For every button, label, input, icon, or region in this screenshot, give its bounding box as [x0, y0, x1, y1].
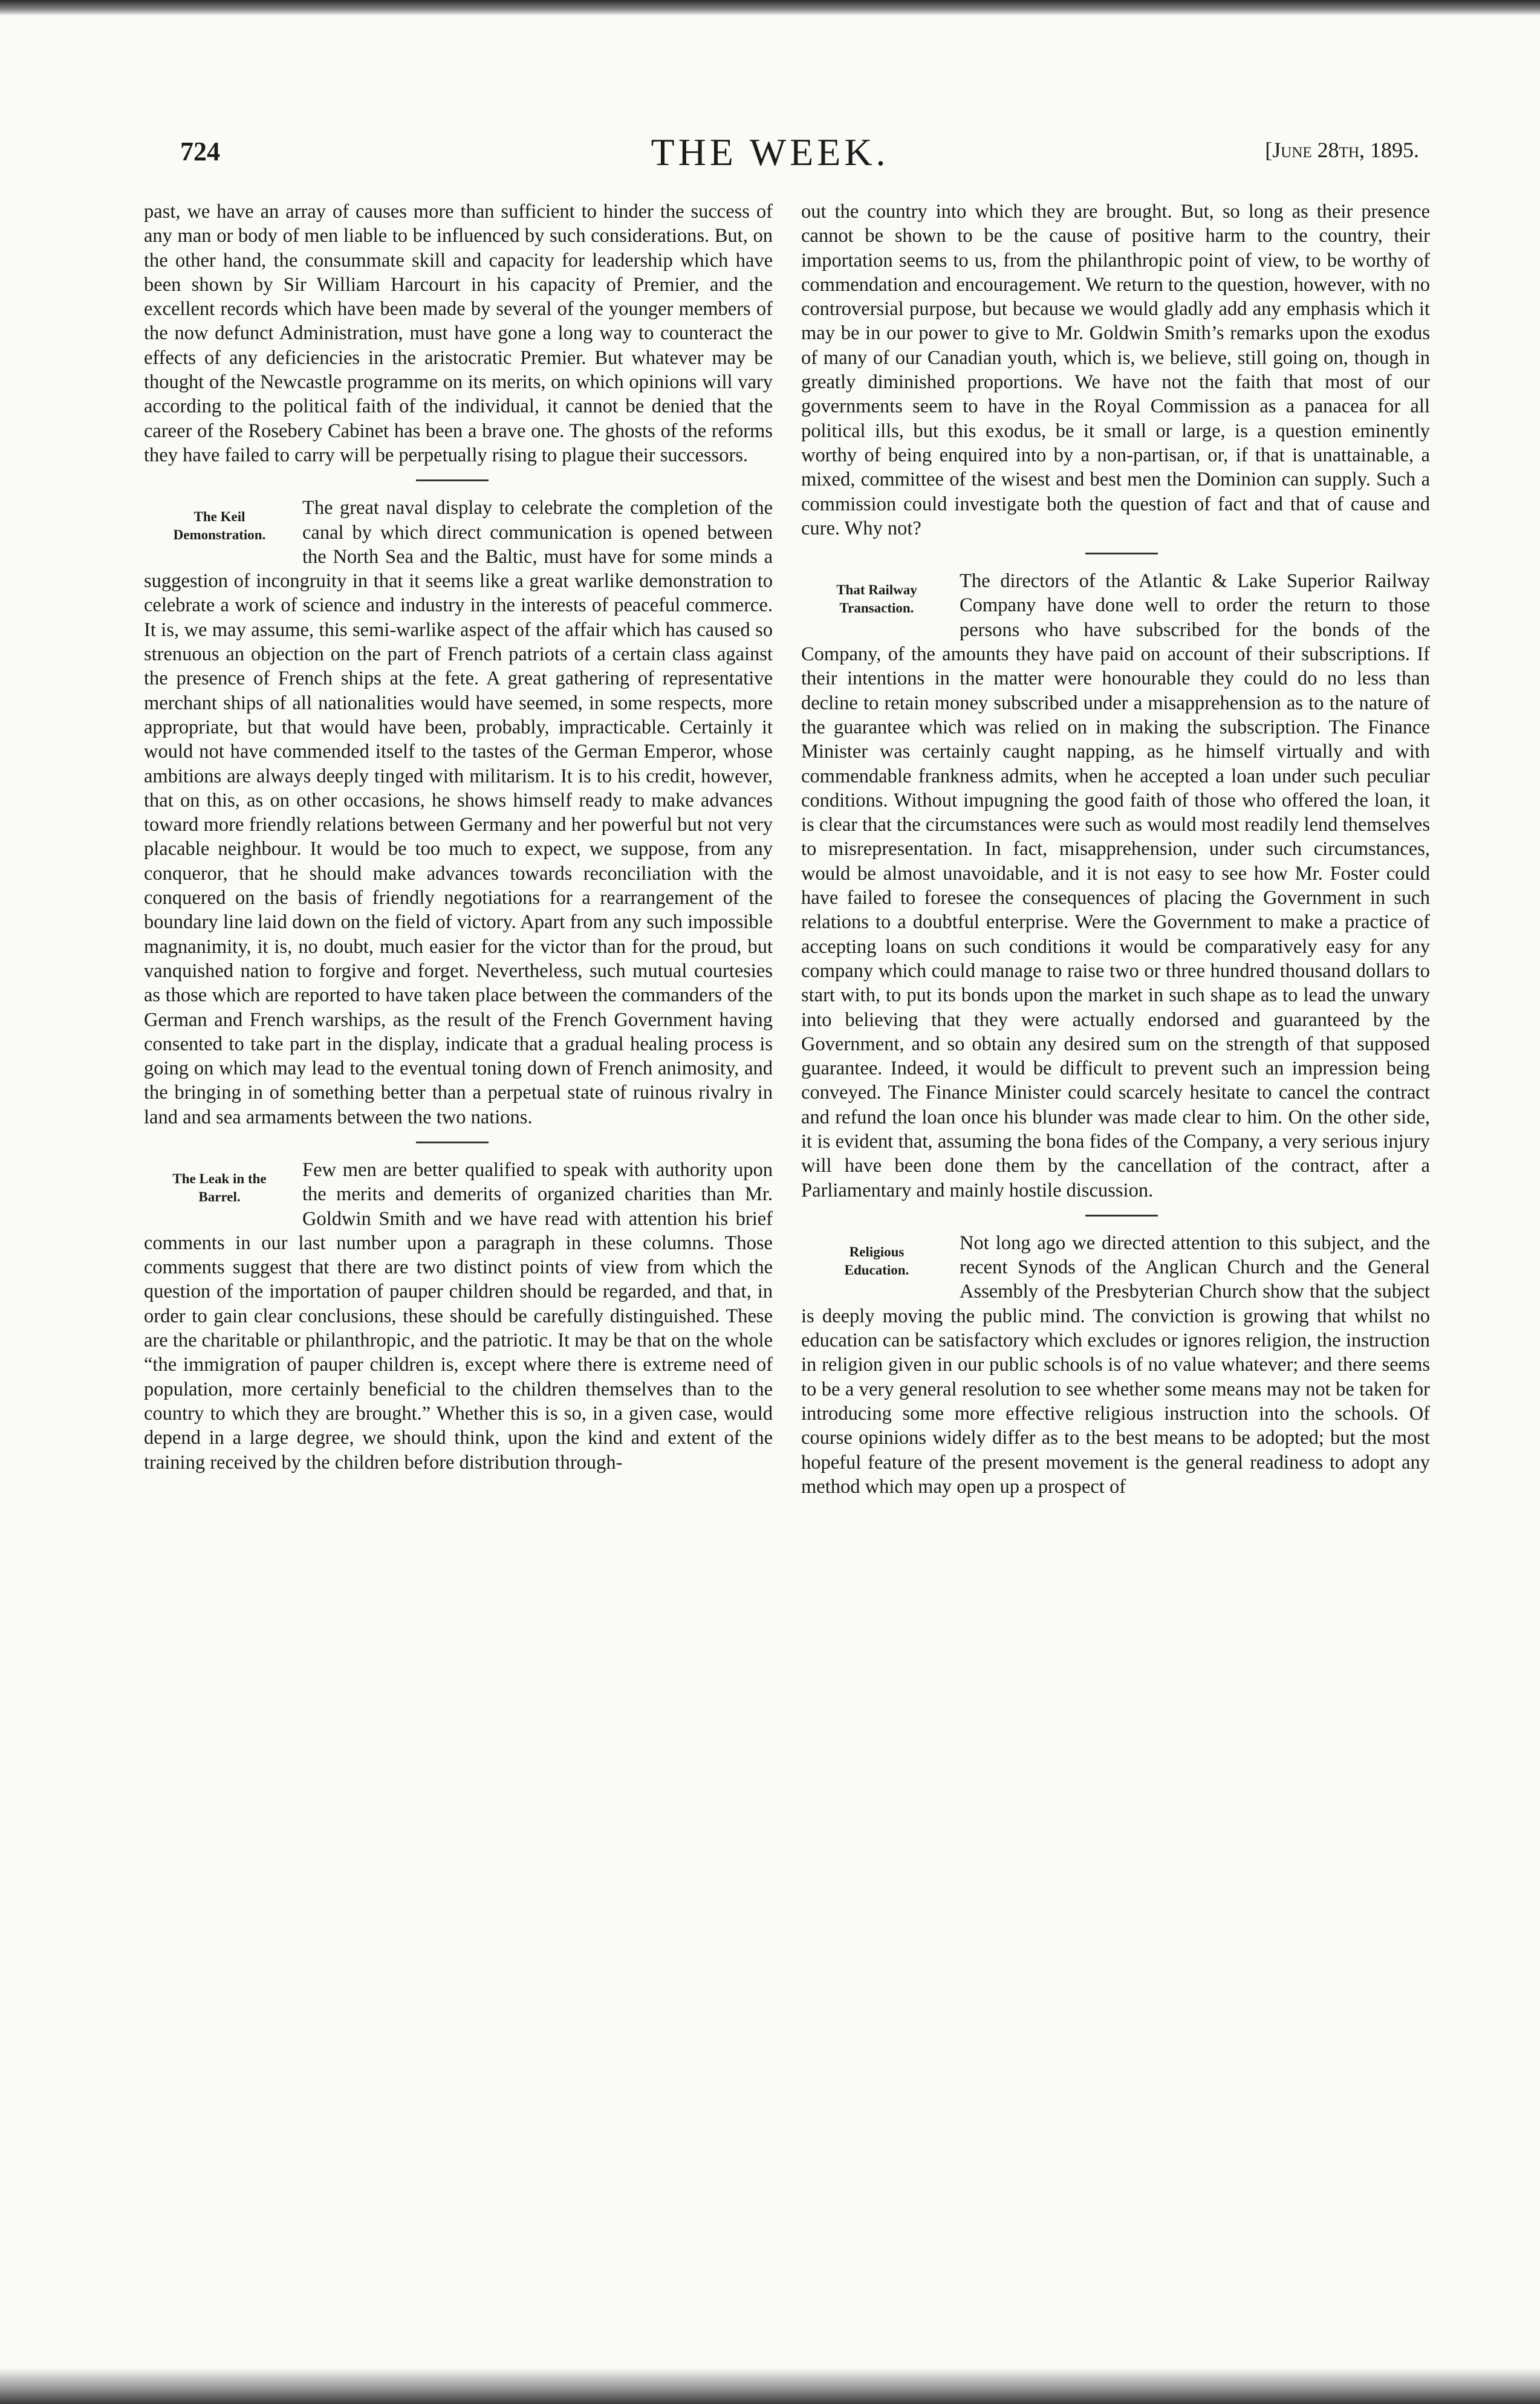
- side-heading-railway: That Railway Transaction.: [836, 582, 917, 616]
- page-header: [0, 130, 1540, 178]
- right-intro-paragraph: out the country into which they are brought. But, so long as their presence cannot be shown to be the cause of positive harm to the country, their importation seems to us, from the philanthropic point of view, to be worthy of commendation and encouragement. We return to the question, however, with no controversial purpose, but because we would gladly add any emphasis which it may be in our power to give to Mr. Goldwin Smith’s remarks upon the exodus of many of our Canadian youth, which is, we believe, still going on, though in greatly diminished proportions. We have not the faith that most of our governments seem to have in the Royal Commission as a panacea for all political ills, but this exodus, be it small or large, is a question eminently worthy of being enquired into by a non-partisan, or, if that is unattainable, a mixed, committee of the wisest and best men the Dominion can supply. Such a commission could investigate both the question of fact and that of cause and cure. Why not?: [801, 201, 1430, 539]
- issue-date: [June 28th, 1895.: [1265, 138, 1419, 162]
- side-heading-religious: Religious Education.: [844, 1244, 909, 1278]
- side-heading-leak: The Leak in the Barrel.: [172, 1171, 267, 1204]
- article-railway-transaction: [801, 569, 1430, 1203]
- left-column: [144, 200, 773, 1475]
- article-kiel-demonstration: [144, 496, 773, 1129]
- kiel-paragraph: The great naval display to celebrate the completion of the canal by which direct communication is opened between the North Sea and the Baltic, must have for some minds a suggestion of incongruity in that it seems like a great warlike demonstration to celebrate a work of science and industry in the interests of peaceful commerce. It is, we may assume, this semi-warlike aspect of the affair which has caused so strenuous an objection on the part of French patriots of a certain class against the presence of French ships at the fete. A great gathering of representative merchant ships of all nationalities would have seemed, in some respects, more appropriate, but that would have been, probably, impracticable. Certainly it would not have commended itself to the tastes of the German Emperor, whose ambitions are always deeply tinged with militarism. It is to his credit, however, that on this, as on other occasions, he shows himself ready to make advances toward more friendly relations between Germany and her powerful but not very placable neighbour. It would be too much to expect, we suppose, from any conqueror, that he should make advances towards reconciliation with the conquered on the basis of friendly negotiations for a rearrangement of the boundary line laid down on the field of victory. Apart from any such impossible magnanimity, it is, no doubt, much easier for the victor than for the proud, but vanquished nation to forgive and forget. Nevertheless, such mutual courtesies as those which are reported to have taken place between the commanders of the German and French warships, as the result of the French Government having consented to take part in the display, indicate that a gradual healing process is going on which may lead to the eventual toning down of French animosity, and the bringing in of something better than a perpetual state of ruinous rivalry in land and sea armaments between the two nations.: [144, 497, 773, 1128]
- side-heading-kiel: The Keil Demonstration.: [173, 509, 266, 543]
- page-number: 724: [180, 137, 220, 166]
- section-divider: [1085, 1215, 1158, 1217]
- scan-bottom-edge: [0, 2368, 1540, 2404]
- masthead-title: THE WEEK.: [651, 131, 889, 174]
- article-religious-education: [801, 1231, 1430, 1499]
- section-divider: [1085, 553, 1158, 554]
- religious-paragraph: Not long ago we directed attention to this subject, and the recent Synods of the Anglican Church and the General Assembly of the Presbyterian Church show that the subject is deeply moving the public mind. The conviction is growing that whilst no education can be satisfactory which excludes or ignores religion, the instruction in religion given in our public schools is of no value whatever; and there seems to be a very general resolution to see whether some means may not be taken for introducing some more effective religious instruction into the schools. Of course opinions widely differ as to the best means to be adopted; but the most hopeful feature of the present movement is the general readiness to adopt any method which may open up a prospect of: [801, 1232, 1430, 1498]
- left-intro-paragraph: past, we have an array of causes more than sufficient to hinder the success of any man or body of men liable to be influenced by such considerations. But, on the other hand, the consummate skill and capacity for leadership which have been shown by Sir William Harcourt in his capacity of Premier, and the excellent records which have been made by several of the younger members of the now defunct Administration, must have gone a long way to counteract the effects of any deficiencies in the aristocratic Premier. But whatever may be thought of the Newcastle programme on its merits, on which opinions will vary according to the political faith of the individual, it cannot be denied that the career of the Rosebery Cabinet has been a brave one. The ghosts of the reforms they have failed to carry will be perpetually rising to plague their successors.: [144, 201, 773, 466]
- article-leak-in-barrel: [144, 1158, 773, 1475]
- right-column: [801, 200, 1430, 1499]
- railway-paragraph: The directors of the Atlantic & Lake Superior Railway Company have done well to order the return to those persons who have subscribed for the bonds of the Company, of the amounts they have paid on account of their subscriptions. If their intentions in the matter were honourable they could do no less than decline to retain money subscribed under a misapprehension as to the nature of the guarantee which was relied on in making the subscription. The Finance Minister was certainly caught napping, as he himself virtually and with commendable frankness admits, when he accepted a loan under such peculiar conditions. Without impugning the good faith of those who offered the loan, it is clear that the circumstances were such as would most readily lend themselves to misrepresentation. In fact, misapprehension, under such circumstances, would be almost unavoidable, and it is not easy to see how Mr. Foster could have failed to foresee the consequences of placing the Government in such relations to a doubtful enterprise. Were the Government to make a practice of accepting loans on such conditions it would be comparatively easy for any company which could manage to raise two or three hundred thousand dollars to start with, to put its bonds upon the market in such shape as to lead the unwary into believing that they were actually endorsed and guaranteed by the Government, and so obtain any desired sum on the strength of that supposed guarantee. Indeed, it would be difficult to prevent such an impression being conveyed. The Finance Minister could scarcely hesitate to cancel the contract and refund the loan once his blunder was made clear to him. On the other side, it is evident that, assuming the bona fides of the Company, a very serious injury will have been done them by the cancellation of the contract, after a Parliamentary and mainly hostile discussion.: [801, 570, 1430, 1201]
- leak-paragraph: Few men are better qualified to speak with authority upon the merits and demerits of organized charities than Mr. Goldwin Smith and we have read with attention his brief comments in our last number upon a paragraph in these columns. Those comments suggest that there are two distinct points of view from which the question of the importation of pauper children should be regarded, and that, in order to gain clear conclusions, these should be carefully distinguished. These are the charitable or philanthropic, and the patriotic. It may be that on the whole “the immigration of pauper children is, except where there is extreme need of population, more certainly beneficial to the children themselves than to the country to which they are brought.” Whether this is so, in a given case, would depend in a large degree, we should think, upon the kind and extent of the training received by the children before distribution through-: [144, 1158, 773, 1473]
- section-divider: [416, 479, 489, 481]
- section-divider: [416, 1142, 489, 1143]
- scan-top-edge: [0, 0, 1540, 16]
